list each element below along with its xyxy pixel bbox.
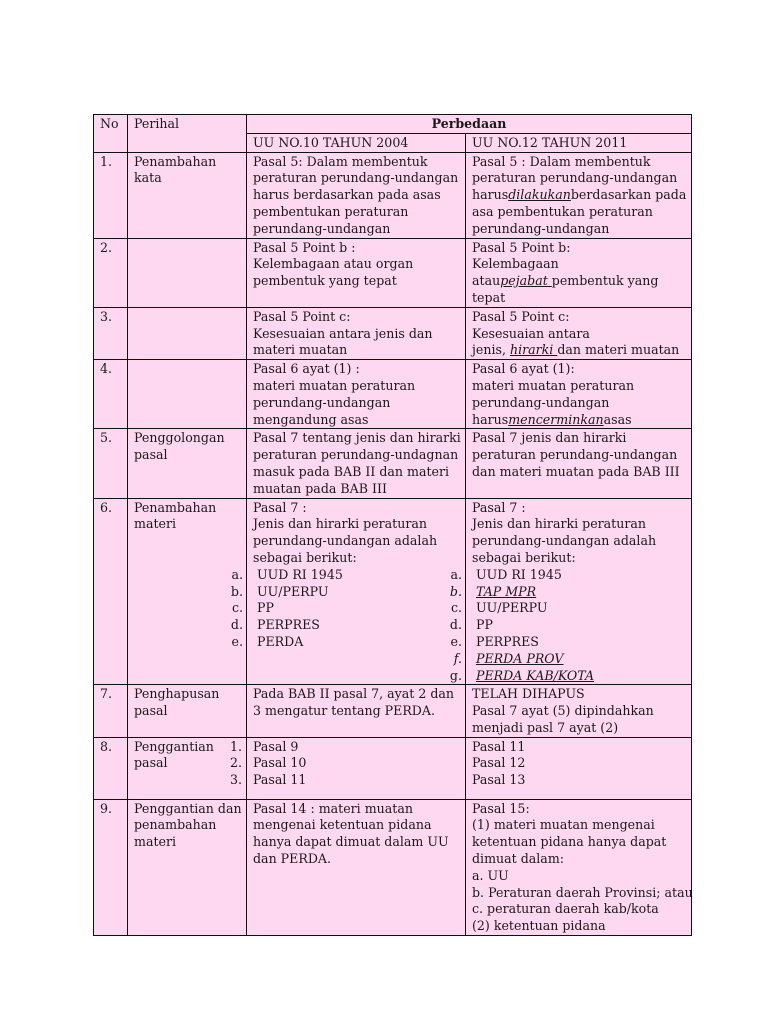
text-line: Pasal 15:	[472, 800, 530, 816]
list-marker: b.	[230, 583, 243, 599]
list-marker: e.	[231, 633, 243, 649]
list-item-text: PERPRES	[476, 633, 539, 649]
list-marker: c.	[450, 600, 462, 616]
list-marker: f.	[453, 650, 462, 666]
perihal-line: Penggolongan	[134, 430, 225, 446]
perihal-line: pasal	[134, 703, 168, 719]
text-line	[472, 273, 685, 290]
text-line: peraturan perundang-undagnan	[253, 447, 459, 463]
list-marker: d.	[449, 617, 462, 633]
table-row	[94, 737, 692, 799]
text-line: muatan pada BAB III	[253, 480, 387, 496]
list-item-text: UUD RI 1945	[257, 566, 343, 582]
comparison-table	[93, 114, 692, 936]
cell-uu-2004	[247, 429, 466, 498]
text-line: Pasal 5 Point c:	[253, 308, 351, 324]
text-line: Pasal 6 ayat (1) :	[253, 361, 360, 377]
text-line: Kelembagaan	[472, 256, 559, 272]
text-line: Pasal 9	[253, 738, 299, 754]
list-item-text: TAP MPR	[476, 583, 537, 599]
text-line: pembentukan peraturan	[253, 203, 409, 219]
text-line: mengandung asas	[253, 411, 369, 427]
table-row	[94, 498, 692, 685]
row-perihal	[128, 799, 247, 935]
text-line	[472, 412, 685, 429]
perihal-line: pasal	[134, 447, 168, 463]
list-item-text: PERDA	[257, 633, 304, 649]
perihal-line: Penggantian	[134, 738, 214, 754]
text-line: Pasal 7 :	[472, 499, 526, 515]
perihal-line: materi	[134, 834, 177, 850]
header-perbedaan: Perbedaan	[247, 115, 692, 134]
text-line: (2) ketentuan pidana	[472, 918, 606, 934]
list-item-text: PERDA PROV	[476, 650, 564, 666]
pasal-number-markers	[230, 739, 242, 789]
list-marker: e.	[450, 633, 462, 649]
text-line: menjadi pasl 7 ayat (2)	[472, 719, 619, 735]
cell-uu-2004	[247, 360, 466, 429]
perihal-line: Penggantian dan	[134, 800, 242, 816]
text-line: Pasal 7 tentang jenis dan hirarki	[253, 430, 461, 446]
text-line	[472, 187, 685, 204]
text-line: pembentuk yang tepat	[253, 273, 397, 289]
text-line: materi muatan peraturan	[253, 377, 416, 393]
list-marker: c.	[231, 600, 243, 616]
list-item	[450, 600, 685, 617]
table-row	[94, 307, 692, 359]
text-line: mengenai ketentuan pidana	[253, 817, 432, 833]
text-part: berdasarkan pada	[570, 187, 687, 203]
table-row	[94, 360, 692, 429]
text-line: (1) materi muatan mengenai	[472, 817, 655, 833]
text-line: perundang-undangan	[253, 394, 391, 410]
header-col-a: UU NO.10 TAHUN 2004	[247, 133, 466, 152]
text-line: c. peraturan daerah kab/kota	[472, 901, 659, 917]
row-number: 6.	[94, 498, 128, 685]
list-item-text: PERPRES	[257, 617, 320, 633]
header-col-b: UU NO.12 TAHUN 2011	[466, 133, 692, 152]
cell-uu-2004	[247, 799, 466, 935]
cell-uu-2011	[466, 360, 692, 429]
cell-uu-2004	[247, 307, 466, 359]
cell-uu-2011	[466, 737, 692, 799]
row-perihal	[128, 238, 247, 307]
list-item	[449, 667, 685, 685]
text-line: Pasal 13	[472, 772, 526, 788]
list-marker: a.	[450, 566, 462, 582]
row-number: 3.	[94, 307, 128, 359]
text-part: pembentuk yang	[551, 273, 659, 289]
list-item	[449, 617, 685, 634]
text-line: sebagai berikut:	[253, 549, 357, 565]
text-part: jenis,	[472, 342, 510, 358]
text-line: perundang-undangan	[472, 220, 610, 236]
text-line: materi muatan peraturan	[472, 377, 635, 393]
list-marker: d.	[230, 617, 243, 633]
text-line: masuk pada BAB II dan materi	[253, 463, 450, 479]
perihal-line: Penambahan	[134, 153, 217, 169]
cell-uu-2004	[247, 737, 466, 799]
cell-uu-2011	[466, 238, 692, 307]
text-line: peraturan perundang-undangan	[472, 170, 678, 186]
text-line: perundang-undangan	[253, 220, 391, 236]
list-item-text: UUD RI 1945	[476, 566, 562, 582]
emphasized-word: hirarki	[509, 342, 558, 358]
perihal-line: penambahan	[134, 817, 217, 833]
row-number: 1.	[94, 152, 128, 238]
list-item	[450, 633, 685, 651]
list-marker: b.	[449, 583, 462, 599]
cell-uu-2004	[247, 685, 466, 737]
emphasized-word: dilakukan	[508, 187, 571, 203]
list-item	[450, 566, 685, 584]
text-line: dimuat dalam:	[472, 851, 565, 867]
row-perihal	[128, 152, 247, 238]
text-line: Pasal 6 ayat (1):	[472, 361, 575, 377]
text-line: asa pembentukan peraturan	[472, 203, 653, 219]
row-number: 5.	[94, 429, 128, 498]
list-item	[453, 650, 685, 668]
list-marker: g.	[449, 667, 462, 683]
row-perihal	[128, 429, 247, 498]
cell-uu-2011	[466, 685, 692, 737]
list-marker: a.	[231, 566, 243, 582]
text-line: Kesesuaian antara jenis dan	[253, 325, 433, 341]
text-line: Pasal 10	[253, 755, 307, 771]
text-line: 3 mengatur tentang PERDA.	[253, 703, 436, 719]
text-line: Pasal 5 Point b :	[253, 239, 356, 255]
cell-uu-2011	[466, 307, 692, 359]
text-line: TELAH DIHAPUS	[472, 686, 585, 702]
text-line: Pasal 11	[253, 772, 307, 788]
table-row	[94, 238, 692, 307]
text-line: b. Peraturan daerah Provinsi; atau	[472, 884, 693, 900]
emphasized-word: pejabat	[500, 273, 552, 289]
perihal-line: materi	[134, 516, 177, 532]
list-marker: 1.	[229, 738, 242, 754]
text-part: asas	[603, 411, 632, 427]
text-line: Pasal 7 jenis dan hirarki	[472, 430, 627, 446]
table-row	[94, 799, 692, 935]
text-line: tepat	[472, 289, 506, 305]
text-part: harus	[472, 187, 509, 203]
list-item	[449, 583, 685, 601]
text-line: Pasal 5 Point c:	[472, 308, 570, 324]
text-line: materi muatan	[253, 342, 348, 358]
list-item-text: PP	[257, 600, 274, 616]
cell-uu-2011	[466, 429, 692, 498]
row-perihal	[128, 737, 247, 799]
cell-uu-2011	[466, 152, 692, 238]
text-line: Pasal 12	[472, 755, 526, 771]
list-marker: 3.	[229, 772, 242, 788]
row-perihal	[128, 307, 247, 359]
text-line	[472, 342, 685, 359]
text-line: peraturan perundang-undangan	[253, 170, 459, 186]
text-line: ketentuan pidana hanya dapat	[472, 834, 667, 850]
emphasized-word: mencerminkan	[508, 411, 604, 427]
text-line: Pasal 7 ayat (5) dipindahkan	[472, 703, 654, 719]
perihal-line: Penghapusan	[134, 686, 220, 702]
text-line: dan PERDA.	[253, 851, 332, 867]
text-line: perundang-undangan	[472, 394, 610, 410]
text-line: hanya dapat dimuat dalam UU	[253, 834, 449, 850]
row-number: 9.	[94, 799, 128, 935]
perihal-line: Penambahan	[134, 499, 217, 515]
text-line: harus berdasarkan pada asas	[253, 187, 441, 203]
text-line: peraturan perundang-undangan	[472, 447, 678, 463]
list-item-text: PP	[476, 617, 493, 633]
list-item-text: UU/PERPU	[257, 583, 329, 599]
row-number: 2.	[94, 238, 128, 307]
cell-uu-2011	[466, 799, 692, 935]
text-line: Pasal 14 : materi muatan	[253, 800, 413, 816]
text-line: a. UU	[472, 867, 509, 883]
text-line: Pasal 5: Dalam membentuk	[253, 153, 428, 169]
text-line: Pasal 7 :	[253, 499, 307, 515]
text-line: Pada BAB II pasal 7, ayat 2 dan	[253, 686, 455, 702]
list-item-text: PERDA KAB/KOTA	[476, 667, 595, 683]
text-line: Pasal 11	[472, 738, 526, 754]
row-number: 8.	[94, 737, 128, 799]
text-line: Jenis dan hirarki peraturan	[253, 516, 427, 532]
table-row	[94, 152, 692, 238]
text-line: sebagai berikut:	[472, 549, 576, 565]
text-part: dan materi muatan	[557, 342, 680, 358]
row-number: 7.	[94, 685, 128, 737]
table-row	[94, 685, 692, 737]
text-line: Kesesuaian antara	[472, 325, 590, 341]
row-perihal	[128, 360, 247, 429]
text-part: atau	[472, 273, 501, 289]
text-line: Jenis dan hirarki peraturan	[472, 516, 646, 532]
list-marker: 2.	[229, 755, 242, 771]
table-row	[94, 429, 692, 498]
row-number: 4.	[94, 360, 128, 429]
perihal-line: pasal	[134, 755, 168, 771]
row-perihal	[128, 685, 247, 737]
cell-uu-2011	[449, 498, 692, 685]
hierarchy-list	[449, 566, 685, 685]
cell-uu-2004	[247, 238, 466, 307]
list-item-text: UU/PERPU	[476, 600, 548, 616]
text-line: perundang-undangan adalah	[472, 533, 657, 549]
text-line: Kelembagaan atau organ	[253, 256, 414, 272]
cell-uu-2004	[247, 152, 466, 238]
text-line: Pasal 5 : Dalam membentuk	[472, 153, 651, 169]
text-part: harus	[472, 411, 509, 427]
header-no: No	[94, 115, 128, 153]
perihal-line: kata	[134, 170, 162, 186]
header-perihal: Perihal	[128, 115, 247, 153]
text-line: Pasal 5 Point b:	[472, 239, 571, 255]
text-line: perundang-undangan adalah	[253, 533, 438, 549]
text-line: dan materi muatan pada BAB III	[472, 463, 680, 479]
